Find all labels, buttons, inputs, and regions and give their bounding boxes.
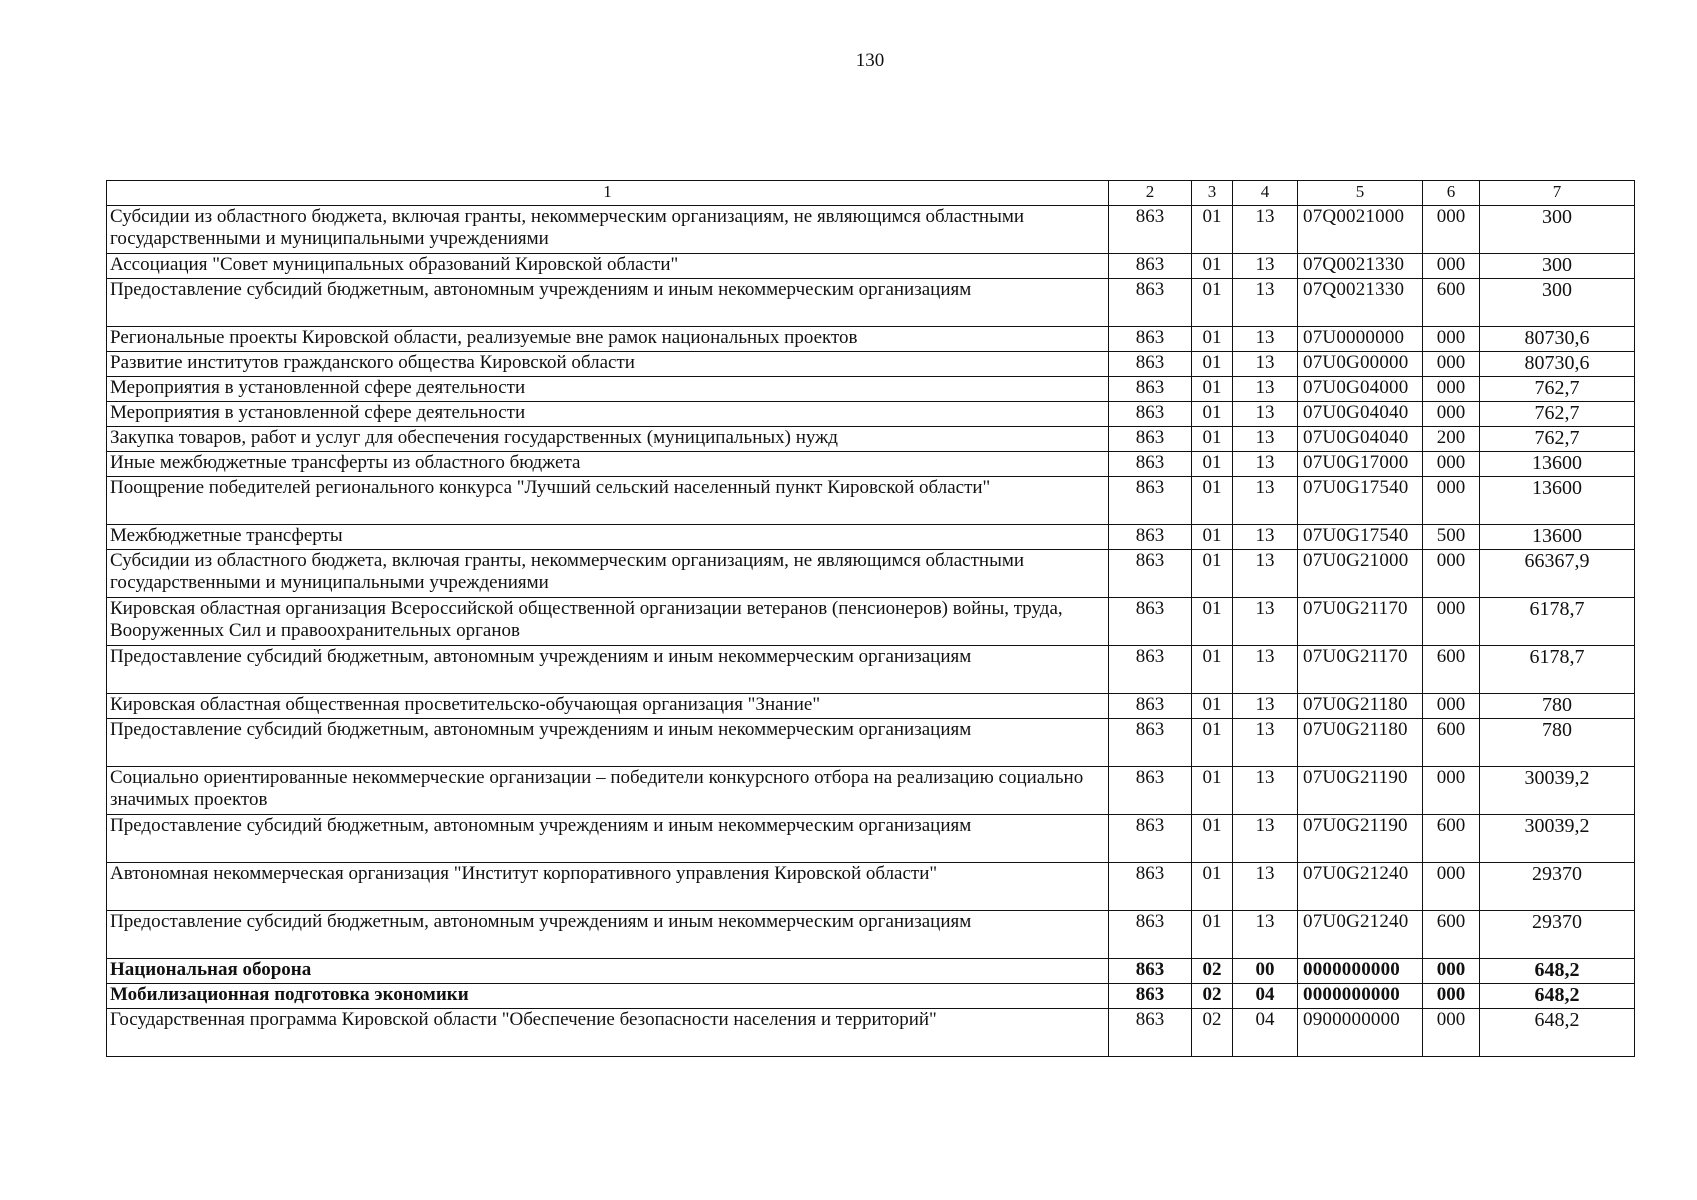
row-target-code: 07U0G21240 <box>1298 911 1423 959</box>
row-ved-code: 863 <box>1109 550 1192 598</box>
table-row <box>107 452 1635 477</box>
row-amount: 13600 <box>1480 477 1635 525</box>
row-target-code: 07U0G21170 <box>1298 646 1423 694</box>
row-expense-type-code: 000 <box>1423 452 1480 477</box>
row-section-code: 01 <box>1192 646 1233 694</box>
table-row <box>107 598 1635 646</box>
row-amount: 66367,9 <box>1480 550 1635 598</box>
row-section-code: 01 <box>1192 477 1233 525</box>
row-subsection-code: 00 <box>1233 959 1298 984</box>
table-row <box>107 694 1635 719</box>
row-amount: 13600 <box>1480 452 1635 477</box>
table-row <box>107 477 1635 525</box>
table-row <box>107 352 1635 377</box>
row-expense-type-code: 000 <box>1423 694 1480 719</box>
row-target-code: 07U0G17000 <box>1298 452 1423 477</box>
row-name: Предоставление субсидий бюджетным, автономным учреждениям и иным некоммерческим организациям <box>107 719 1109 767</box>
row-target-code: 0900000000 <box>1298 1009 1423 1057</box>
row-subsection-code: 13 <box>1233 719 1298 767</box>
row-amount: 29370 <box>1480 911 1635 959</box>
row-subsection-code: 13 <box>1233 598 1298 646</box>
table-row <box>107 646 1635 694</box>
row-ved-code: 863 <box>1109 694 1192 719</box>
row-subsection-code: 13 <box>1233 767 1298 815</box>
row-ved-code: 863 <box>1109 377 1192 402</box>
row-amount: 780 <box>1480 719 1635 767</box>
row-expense-type-code: 000 <box>1423 327 1480 352</box>
row-ved-code: 863 <box>1109 427 1192 452</box>
row-name: Автономная некоммерческая организация "Институт корпоративного управления Кировской области" <box>107 863 1109 911</box>
row-subsection-code: 13 <box>1233 525 1298 550</box>
row-expense-type-code: 200 <box>1423 427 1480 452</box>
row-ved-code: 863 <box>1109 352 1192 377</box>
table-row <box>107 815 1635 863</box>
row-expense-type-code: 600 <box>1423 911 1480 959</box>
row-target-code: 07U0G00000 <box>1298 352 1423 377</box>
row-section-code: 01 <box>1192 694 1233 719</box>
row-subsection-code: 13 <box>1233 254 1298 279</box>
row-ved-code: 863 <box>1109 719 1192 767</box>
row-section-code: 01 <box>1192 598 1233 646</box>
row-subsection-code: 13 <box>1233 477 1298 525</box>
row-name: Ассоциация "Совет муниципальных образований Кировской области" <box>107 254 1109 279</box>
row-amount: 648,2 <box>1480 959 1635 984</box>
row-section-code: 01 <box>1192 719 1233 767</box>
row-expense-type-code: 600 <box>1423 279 1480 327</box>
row-ved-code: 863 <box>1109 767 1192 815</box>
row-section-code: 01 <box>1192 550 1233 598</box>
row-expense-type-code: 500 <box>1423 525 1480 550</box>
row-name: Мероприятия в установленной сфере деятельности <box>107 377 1109 402</box>
row-ved-code: 863 <box>1109 327 1192 352</box>
row-ved-code: 863 <box>1109 646 1192 694</box>
row-target-code: 07Q0021330 <box>1298 279 1423 327</box>
row-ved-code: 863 <box>1109 1009 1192 1057</box>
row-ved-code: 863 <box>1109 863 1192 911</box>
row-expense-type-code: 000 <box>1423 352 1480 377</box>
row-section-code: 01 <box>1192 327 1233 352</box>
row-expense-type-code: 000 <box>1423 598 1480 646</box>
row-expense-type-code: 000 <box>1423 206 1480 254</box>
row-section-code: 01 <box>1192 525 1233 550</box>
row-amount: 762,7 <box>1480 402 1635 427</box>
row-subsection-code: 13 <box>1233 815 1298 863</box>
row-amount: 762,7 <box>1480 427 1635 452</box>
row-amount: 80730,6 <box>1480 352 1635 377</box>
row-expense-type-code: 000 <box>1423 863 1480 911</box>
row-section-code: 01 <box>1192 452 1233 477</box>
row-ved-code: 863 <box>1109 815 1192 863</box>
table-row <box>107 959 1635 984</box>
row-section-code: 02 <box>1192 1009 1233 1057</box>
row-expense-type-code: 600 <box>1423 646 1480 694</box>
row-ved-code: 863 <box>1109 911 1192 959</box>
row-target-code: 07U0G21180 <box>1298 719 1423 767</box>
row-name: Развитие институтов гражданского общества Кировской области <box>107 352 1109 377</box>
row-ved-code: 863 <box>1109 598 1192 646</box>
row-expense-type-code: 000 <box>1423 959 1480 984</box>
row-section-code: 01 <box>1192 402 1233 427</box>
row-name: Иные межбюджетные трансферты из областного бюджета <box>107 452 1109 477</box>
row-ved-code: 863 <box>1109 452 1192 477</box>
row-target-code: 07U0G21170 <box>1298 598 1423 646</box>
row-section-code: 02 <box>1192 959 1233 984</box>
row-section-code: 01 <box>1192 427 1233 452</box>
column-header: 3 <box>1192 181 1233 206</box>
row-section-code: 01 <box>1192 352 1233 377</box>
row-subsection-code: 13 <box>1233 646 1298 694</box>
row-amount: 780 <box>1480 694 1635 719</box>
row-section-code: 01 <box>1192 377 1233 402</box>
row-amount: 80730,6 <box>1480 327 1635 352</box>
row-section-code: 01 <box>1192 279 1233 327</box>
row-section-code: 01 <box>1192 206 1233 254</box>
row-name: Кировская областная общественная просветительско-обучающая организация "Знание" <box>107 694 1109 719</box>
column-header: 2 <box>1109 181 1192 206</box>
table-row <box>107 525 1635 550</box>
row-amount: 648,2 <box>1480 984 1635 1009</box>
row-name: Закупка товаров, работ и услуг для обеспечения государственных (муниципальных) нужд <box>107 427 1109 452</box>
row-amount: 13600 <box>1480 525 1635 550</box>
row-subsection-code: 13 <box>1233 279 1298 327</box>
row-name: Кировская областная организация Всероссийской общественной организации ветеранов (пенсионеров) войны, труда, Вооруженных Сил и правоохранительных органов <box>107 598 1109 646</box>
budget-table <box>106 180 1635 1057</box>
row-expense-type-code: 600 <box>1423 719 1480 767</box>
row-name: Мероприятия в установленной сфере деятельности <box>107 402 1109 427</box>
table-row <box>107 984 1635 1009</box>
row-subsection-code: 13 <box>1233 550 1298 598</box>
row-amount: 30039,2 <box>1480 815 1635 863</box>
row-section-code: 01 <box>1192 254 1233 279</box>
table-row <box>107 279 1635 327</box>
row-expense-type-code: 000 <box>1423 254 1480 279</box>
row-expense-type-code: 000 <box>1423 477 1480 525</box>
row-target-code: 07U0G04000 <box>1298 377 1423 402</box>
row-name: Предоставление субсидий бюджетным, автономным учреждениям и иным некоммерческим организациям <box>107 911 1109 959</box>
row-subsection-code: 13 <box>1233 452 1298 477</box>
row-ved-code: 863 <box>1109 402 1192 427</box>
row-expense-type-code: 000 <box>1423 402 1480 427</box>
table-row <box>107 911 1635 959</box>
row-expense-type-code: 600 <box>1423 815 1480 863</box>
row-target-code: 07U0G04040 <box>1298 427 1423 452</box>
table-row <box>107 1009 1635 1057</box>
column-header: 5 <box>1298 181 1423 206</box>
row-ved-code: 863 <box>1109 525 1192 550</box>
row-expense-type-code: 000 <box>1423 1009 1480 1057</box>
column-header: 7 <box>1480 181 1635 206</box>
table-body <box>107 181 1635 1057</box>
row-ved-code: 863 <box>1109 206 1192 254</box>
row-subsection-code: 13 <box>1233 911 1298 959</box>
row-amount: 300 <box>1480 279 1635 327</box>
row-target-code: 07Q0021330 <box>1298 254 1423 279</box>
row-target-code: 0000000000 <box>1298 959 1423 984</box>
row-section-code: 01 <box>1192 911 1233 959</box>
row-name: Субсидии из областного бюджета, включая гранты, некоммерческим организациям, не являющимся областными государственными и муниципальными учреждениями <box>107 550 1109 598</box>
row-target-code: 07U0G04040 <box>1298 402 1423 427</box>
table-row <box>107 719 1635 767</box>
column-header: 6 <box>1423 181 1480 206</box>
row-target-code: 07U0G21190 <box>1298 815 1423 863</box>
row-subsection-code: 13 <box>1233 402 1298 427</box>
row-ved-code: 863 <box>1109 279 1192 327</box>
row-amount: 300 <box>1480 254 1635 279</box>
row-subsection-code: 04 <box>1233 1009 1298 1057</box>
table-row <box>107 254 1635 279</box>
page-number: 130 <box>855 50 885 71</box>
row-target-code: 07U0G17540 <box>1298 477 1423 525</box>
row-target-code: 07U0G21190 <box>1298 767 1423 815</box>
row-ved-code: 863 <box>1109 477 1192 525</box>
row-expense-type-code: 000 <box>1423 377 1480 402</box>
row-name: Национальная оборона <box>107 959 1109 984</box>
row-name: Региональные проекты Кировской области, реализуемые вне рамок национальных проектов <box>107 327 1109 352</box>
table-row <box>107 863 1635 911</box>
row-target-code: 07Q0021000 <box>1298 206 1423 254</box>
row-subsection-code: 13 <box>1233 327 1298 352</box>
row-name: Поощрение победителей регионального конкурса "Лучший сельский населенный пункт Кировской области" <box>107 477 1109 525</box>
row-subsection-code: 13 <box>1233 352 1298 377</box>
row-target-code: 07U0G21180 <box>1298 694 1423 719</box>
row-target-code: 07U0G21240 <box>1298 863 1423 911</box>
column-header: 1 <box>107 181 1109 206</box>
row-expense-type-code: 000 <box>1423 550 1480 598</box>
row-target-code: 07U0000000 <box>1298 327 1423 352</box>
row-subsection-code: 13 <box>1233 377 1298 402</box>
row-target-code: 07U0G17540 <box>1298 525 1423 550</box>
row-name: Субсидии из областного бюджета, включая гранты, некоммерческим организациям, не являющимся областными государственными и муниципальными учреждениями <box>107 206 1109 254</box>
row-name: Предоставление субсидий бюджетным, автономным учреждениям и иным некоммерческим организациям <box>107 279 1109 327</box>
row-name: Предоставление субсидий бюджетным, автономным учреждениям и иным некоммерческим организациям <box>107 646 1109 694</box>
row-name: Мобилизационная подготовка экономики <box>107 984 1109 1009</box>
table-row <box>107 377 1635 402</box>
table-header-row <box>107 181 1635 206</box>
row-amount: 648,2 <box>1480 1009 1635 1057</box>
row-amount: 6178,7 <box>1480 598 1635 646</box>
row-expense-type-code: 000 <box>1423 767 1480 815</box>
row-name: Социально ориентированные некоммерческие организации – победители конкурсного отбора на реализацию социально значимых проектов <box>107 767 1109 815</box>
table-row <box>107 550 1635 598</box>
table-row <box>107 427 1635 452</box>
row-name: Межбюджетные трансферты <box>107 525 1109 550</box>
row-name: Государственная программа Кировской области "Обеспечение безопасности населения и территорий" <box>107 1009 1109 1057</box>
table-row <box>107 767 1635 815</box>
row-expense-type-code: 000 <box>1423 984 1480 1009</box>
row-section-code: 02 <box>1192 984 1233 1009</box>
row-subsection-code: 13 <box>1233 863 1298 911</box>
row-section-code: 01 <box>1192 767 1233 815</box>
row-target-code: 07U0G21000 <box>1298 550 1423 598</box>
row-subsection-code: 13 <box>1233 206 1298 254</box>
row-ved-code: 863 <box>1109 254 1192 279</box>
row-amount: 30039,2 <box>1480 767 1635 815</box>
row-section-code: 01 <box>1192 815 1233 863</box>
row-name: Предоставление субсидий бюджетным, автономным учреждениям и иным некоммерческим организациям <box>107 815 1109 863</box>
table-row <box>107 206 1635 254</box>
row-amount: 300 <box>1480 206 1635 254</box>
table-row <box>107 402 1635 427</box>
row-section-code: 01 <box>1192 863 1233 911</box>
row-ved-code: 863 <box>1109 959 1192 984</box>
row-amount: 6178,7 <box>1480 646 1635 694</box>
row-target-code: 0000000000 <box>1298 984 1423 1009</box>
row-amount: 29370 <box>1480 863 1635 911</box>
row-ved-code: 863 <box>1109 984 1192 1009</box>
row-subsection-code: 04 <box>1233 984 1298 1009</box>
row-subsection-code: 13 <box>1233 427 1298 452</box>
row-amount: 762,7 <box>1480 377 1635 402</box>
column-header: 4 <box>1233 181 1298 206</box>
table-row <box>107 327 1635 352</box>
row-subsection-code: 13 <box>1233 694 1298 719</box>
